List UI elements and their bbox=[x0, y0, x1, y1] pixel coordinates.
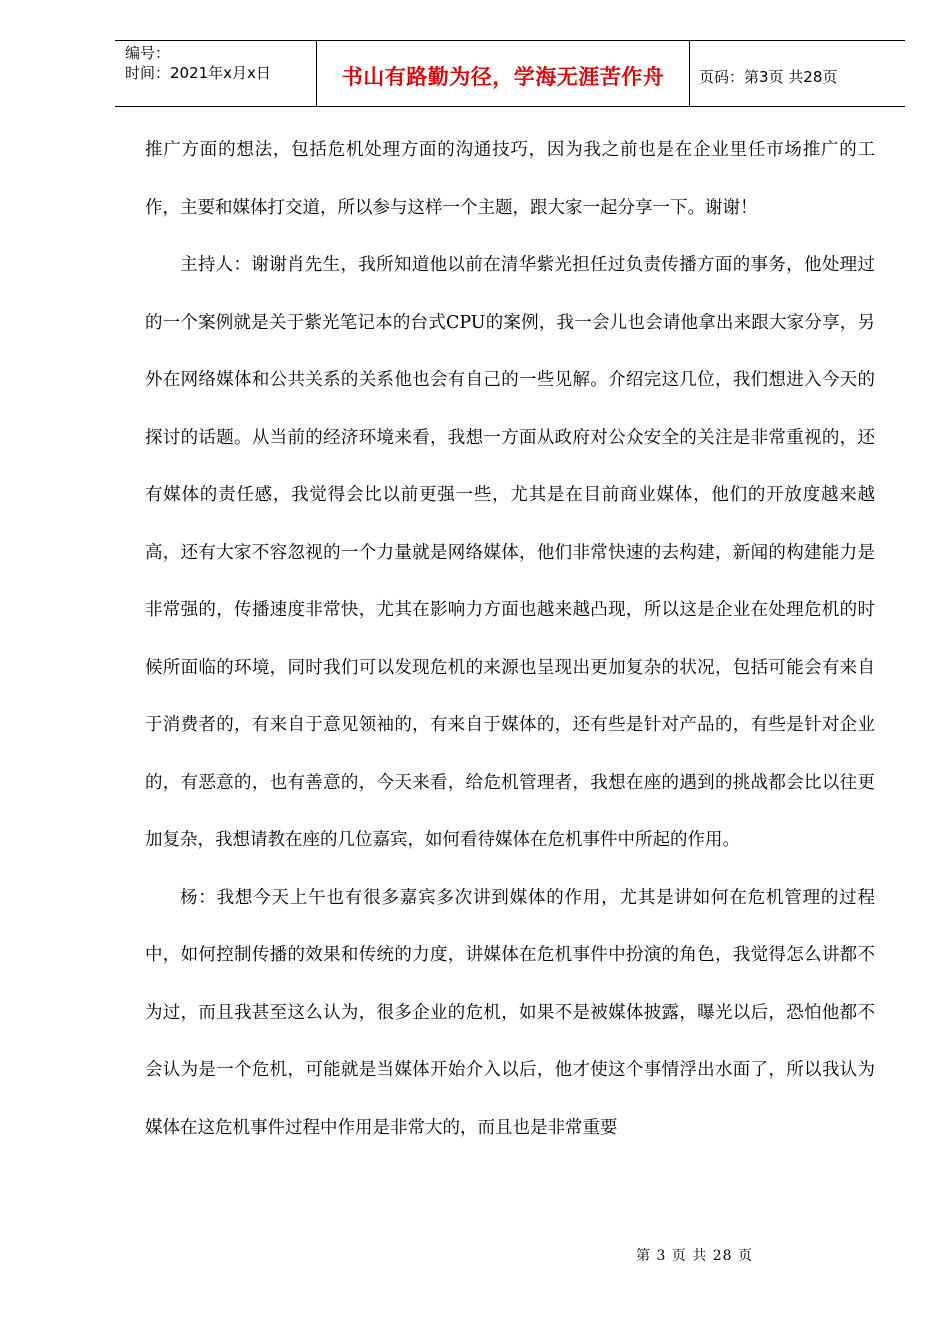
paragraph-continued: 推广方面的想法，包括危机处理方面的沟通技巧，因为我之前也是在企业里任市场推广的工作，主要和媒体打交道，所以参与这样一个主题，跟大家一起分享一下。谢谢！ bbox=[145, 140, 875, 218]
paragraph-host: 主持人：谢谢肖先生，我所知道他以前在清华紫光担任过负责传播方面的事务，他处理过的一个案例就是关于紫光笔记本的台式CPU的案例，我一会儿也会请他拿出来跟大家分享，另外在网络媒体和公共关系的关系他也会有自己的一些见解。介绍完这几位，我们想进入今天的探讨的话题。从当前的经济环境来看，我想一方面从政府对公众安全的关注是非常重视的，还有媒体的责任感，我觉得会比以前更强一些，尤其是在目前商业媒体，他们的开放度越来越高，还有大家不容忽视的一个力量就是网络媒体，他们非常快速的去构建，新闻的构建能力是非常强的，传播速度非常快，尤其在影响力方面也越来越凸现，所以这是企业在处理危机的时候所面临的环境，同时我们可以发现危机的来源也呈现出更加复杂的状况，包括可能会有来自于消费者的，有来自于意见领袖的，有来自于媒体的，还有些是针对产品的，有些是针对企业的，有恶意的，也有善意的，今天来看，给危机管理者，我想在座的遇到的挑战都会比以往更加复杂，我想请教在座的几位嘉宾，如何看待媒体在危机事件中所起的作用。 bbox=[145, 255, 875, 850]
document-time-label: 时间：2021年x月x日 bbox=[125, 64, 271, 82]
header-motto: 书山有路勤为径，学海无涯苦作舟 bbox=[341, 65, 665, 89]
page-footer: 第 3 页 共 28 页 bbox=[636, 1248, 753, 1264]
header-page-info: 页码：第3页 共28页 bbox=[699, 68, 838, 86]
paragraph-yang: 杨：我想今天上午也有很多嘉宾多次讲到媒体的作用，尤其是讲如何在危机管理的过程中，如何控制传播的效果和传统的力度，讲媒体在危机事件中扮演的角色，我觉得怎么讲都不为过，而且我甚至这么认为，很多企业的危机，如果不是被媒体披露，曝光以后，恐怕他都不会认为是一个危机，可能就是当媒体开始介入以后，他才使这个事情浮出水面了，所以我认为媒体在这危机事件过程中作用是非常大的，而且也是非常重要 bbox=[145, 887, 875, 1138]
document-number-label: 编号： bbox=[125, 44, 171, 62]
document-body bbox=[145, 122, 875, 1157]
header-meta bbox=[125, 43, 271, 83]
header-divider bbox=[689, 41, 690, 107]
page-header bbox=[115, 40, 905, 107]
